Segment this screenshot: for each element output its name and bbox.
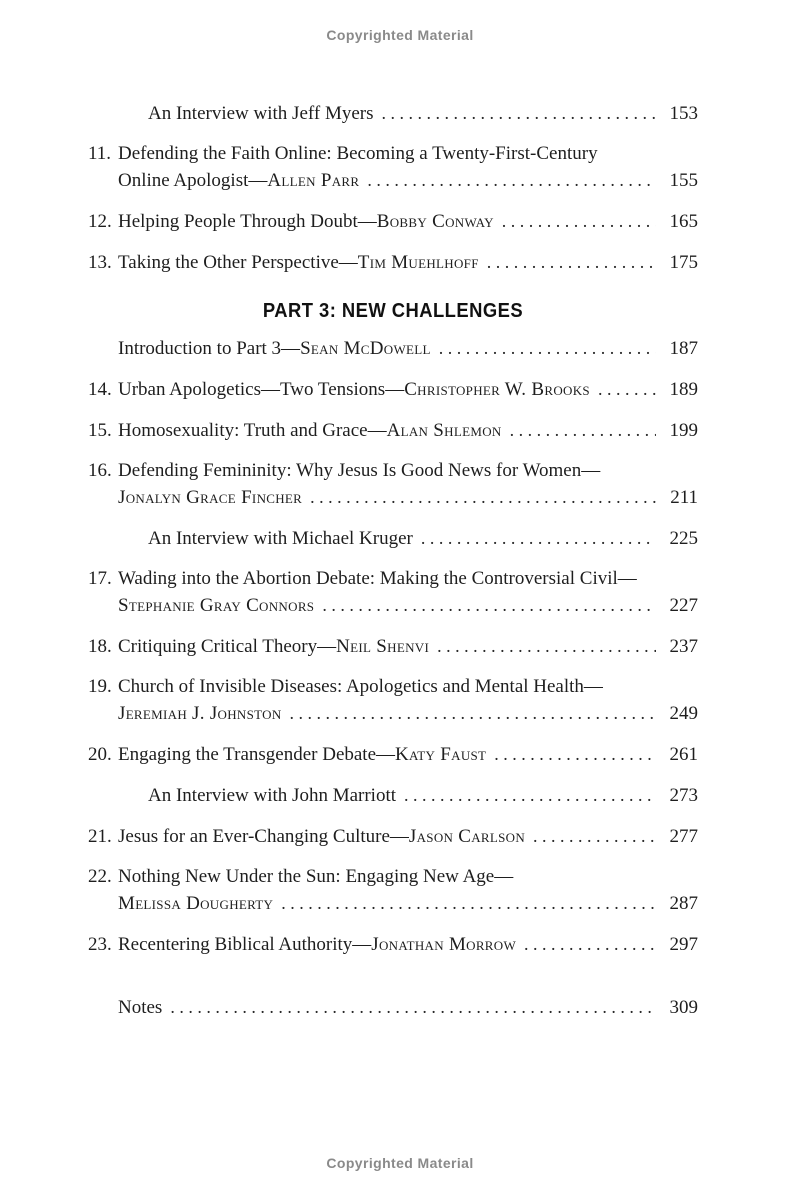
entry-title: Defending the Faith Online: Becoming a Twenty-First-Century bbox=[118, 143, 598, 164]
chapter-number: 14. bbox=[88, 379, 112, 400]
chapter-number: 20. bbox=[88, 744, 112, 765]
page-number: 153 bbox=[669, 103, 698, 124]
entry-title: Taking the Other Perspective— bbox=[118, 252, 358, 273]
author-name: Neil Shenvi bbox=[336, 636, 430, 657]
dot-leader bbox=[510, 417, 656, 444]
entry-title: An Interview with Jeff Myers bbox=[148, 103, 374, 124]
chapter-number: 15. bbox=[88, 420, 112, 441]
toc-line bbox=[88, 458, 698, 484]
author-name: Jonalyn Grace Fincher bbox=[118, 487, 303, 508]
toc-line bbox=[88, 864, 698, 890]
author-name: Jonathan Morrow bbox=[371, 934, 517, 955]
dot-leader bbox=[322, 592, 656, 619]
dot-leader bbox=[533, 823, 656, 850]
dot-leader bbox=[598, 376, 656, 403]
page-number: 187 bbox=[669, 338, 698, 359]
dot-leader bbox=[404, 782, 656, 809]
author-name: Tim Muehlhoff bbox=[357, 252, 479, 273]
entry-title: An Interview with Michael Kruger bbox=[148, 528, 413, 549]
toc-line bbox=[88, 592, 698, 619]
toc-line bbox=[88, 994, 698, 1021]
dot-leader bbox=[524, 931, 656, 958]
chapter-number: 21. bbox=[88, 826, 112, 847]
toc-line bbox=[88, 141, 698, 167]
page-number: 297 bbox=[669, 934, 698, 955]
author-name: Katy Faust bbox=[395, 744, 487, 765]
toc-entry bbox=[88, 823, 698, 850]
copyright-notice-top: Copyrighted Material bbox=[326, 27, 474, 43]
page-number: 237 bbox=[669, 636, 698, 657]
chapter-number: 19. bbox=[88, 676, 112, 697]
dot-leader bbox=[170, 994, 656, 1021]
toc-line bbox=[88, 700, 698, 727]
toc-entry bbox=[88, 782, 698, 809]
entry-title: Urban Apologetics—Two Tensions— bbox=[118, 379, 405, 400]
dot-leader bbox=[439, 335, 656, 362]
toc-entry bbox=[88, 741, 698, 768]
entry-title: Introduction to Part 3— bbox=[118, 338, 301, 359]
chapter-number: 22. bbox=[88, 866, 112, 887]
dot-leader bbox=[382, 100, 657, 127]
chapter-number: 13. bbox=[88, 252, 112, 273]
toc-entry bbox=[88, 931, 698, 958]
author-name: Stephanie Gray Connors bbox=[118, 595, 315, 616]
dot-leader bbox=[502, 208, 656, 235]
toc-entry bbox=[88, 141, 698, 194]
page-number: 225 bbox=[669, 528, 698, 549]
page-number: 227 bbox=[669, 595, 698, 616]
toc-line bbox=[88, 674, 698, 700]
page-number: 189 bbox=[669, 379, 698, 400]
toc-entry bbox=[88, 417, 698, 444]
entry-title: An Interview with John Marriott bbox=[148, 785, 397, 806]
dot-leader bbox=[437, 633, 656, 660]
toc-line bbox=[88, 208, 698, 235]
chapter-number: 12. bbox=[88, 211, 112, 232]
entry-title: Recentering Biblical Authority— bbox=[118, 934, 372, 955]
toc-entry bbox=[88, 335, 698, 362]
chapter-number: 18. bbox=[88, 636, 112, 657]
chapter-number: 17. bbox=[88, 568, 112, 589]
page-number: 199 bbox=[669, 420, 698, 441]
chapter-number: 11. bbox=[88, 143, 112, 164]
entry-title: Church of Invisible Diseases: Apologetics and Mental Health— bbox=[118, 676, 603, 697]
toc-entry bbox=[88, 994, 698, 1021]
author-name: Alan Shlemon bbox=[386, 420, 502, 441]
entry-title: Notes bbox=[118, 997, 163, 1018]
author-name: Christopher W. Brooks bbox=[404, 379, 590, 400]
chapter-number: 16. bbox=[88, 460, 112, 481]
toc-line bbox=[88, 100, 698, 127]
toc-entry bbox=[88, 525, 698, 552]
toc-line bbox=[88, 167, 698, 194]
dot-leader bbox=[421, 525, 656, 552]
toc-line bbox=[88, 376, 698, 403]
toc-line bbox=[88, 484, 698, 511]
toc-line bbox=[88, 566, 698, 592]
page-number: 309 bbox=[669, 997, 698, 1018]
author-name: Jeremiah J. Johnston bbox=[118, 703, 282, 724]
table-of-contents bbox=[88, 100, 698, 1035]
toc-line bbox=[88, 931, 698, 958]
dot-leader bbox=[290, 700, 656, 727]
author-name: Jason Carlson bbox=[408, 826, 526, 847]
toc-entry bbox=[88, 100, 698, 127]
entry-title: Homosexuality: Truth and Grace— bbox=[118, 420, 387, 441]
toc-entry bbox=[88, 566, 698, 619]
page-number: 287 bbox=[669, 893, 698, 914]
toc-entry bbox=[88, 376, 698, 403]
toc-line bbox=[88, 525, 698, 552]
page-number: 211 bbox=[670, 487, 698, 508]
author-name: Melissa Dougherty bbox=[118, 893, 274, 914]
toc-line bbox=[88, 417, 698, 444]
part-heading: PART 3: NEW CHALLENGES bbox=[262, 300, 524, 322]
toc-entry bbox=[88, 249, 698, 276]
entry-title: Critiquing Critical Theory— bbox=[118, 636, 337, 657]
dot-leader bbox=[494, 741, 656, 768]
toc-entry bbox=[88, 458, 698, 511]
dot-leader bbox=[487, 249, 656, 276]
author-name: Allen Parr bbox=[267, 170, 360, 191]
author-name: Sean McDowell bbox=[300, 338, 431, 359]
entry-title: Jesus for an Ever-Changing Culture— bbox=[118, 826, 409, 847]
toc-line bbox=[88, 782, 698, 809]
toc-line bbox=[88, 890, 698, 917]
copyright-notice-bottom: Copyrighted Material bbox=[326, 1155, 474, 1171]
page-number: 249 bbox=[669, 703, 698, 724]
entry-title: Wading into the Abortion Debate: Making the Controversial Civil— bbox=[118, 568, 637, 589]
author-name: Bobby Conway bbox=[376, 211, 494, 232]
entry-title: Online Apologist— bbox=[118, 170, 268, 191]
chapter-number: 23. bbox=[88, 934, 112, 955]
toc-entry bbox=[88, 674, 698, 727]
entry-title: Defending Femininity: Why Jesus Is Good News for Women— bbox=[118, 460, 601, 481]
page-number: 273 bbox=[669, 785, 698, 806]
toc-entry bbox=[88, 864, 698, 917]
toc-entry bbox=[88, 633, 698, 660]
dot-leader bbox=[281, 890, 656, 917]
page-number: 261 bbox=[669, 744, 698, 765]
page-number: 155 bbox=[669, 170, 698, 191]
toc-line bbox=[88, 823, 698, 850]
entry-title: Helping People Through Doubt— bbox=[118, 211, 377, 232]
toc-line bbox=[88, 249, 698, 276]
page-number: 165 bbox=[669, 211, 698, 232]
entry-title: Nothing New Under the Sun: Engaging New Age— bbox=[118, 866, 514, 887]
toc-line bbox=[88, 335, 698, 362]
toc-line bbox=[88, 741, 698, 768]
page-number: 277 bbox=[669, 826, 698, 847]
entry-title: Engaging the Transgender Debate— bbox=[118, 744, 396, 765]
toc-line bbox=[88, 633, 698, 660]
toc-entry bbox=[88, 208, 698, 235]
dot-leader bbox=[367, 167, 656, 194]
dot-leader bbox=[310, 484, 656, 511]
page-number: 175 bbox=[669, 252, 698, 273]
